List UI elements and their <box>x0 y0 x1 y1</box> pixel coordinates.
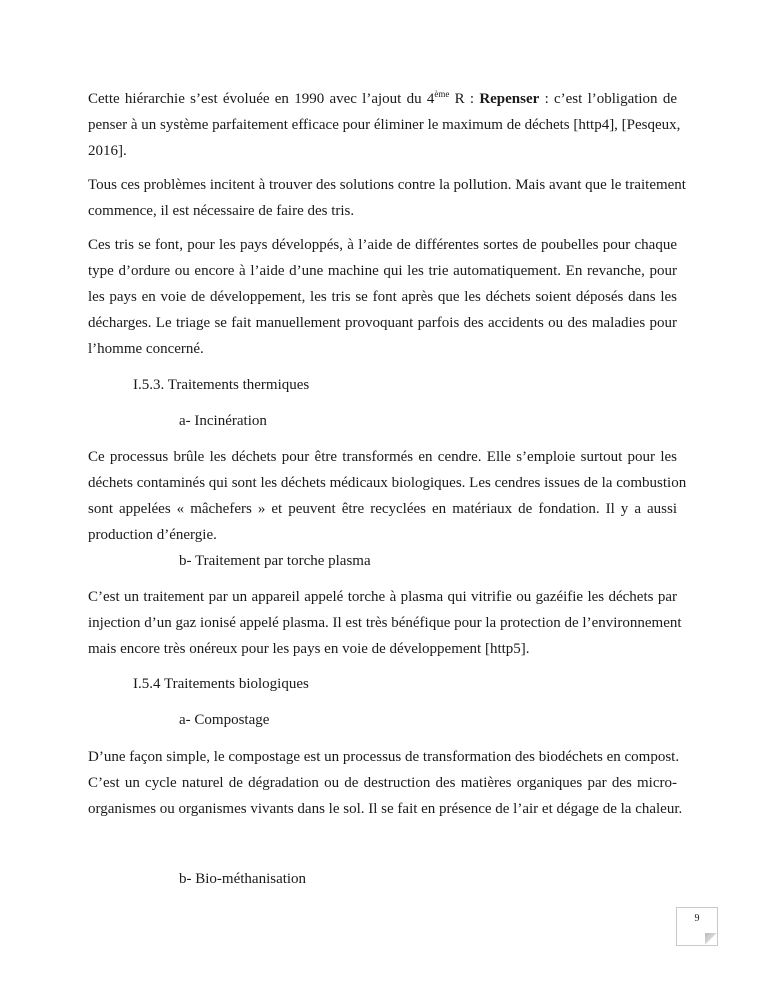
page-number-box <box>676 907 718 946</box>
paragraph-line: mais encore très onéreux pour les pays en voie de développement [http5]. <box>88 641 530 657</box>
paragraph-line: déchets contaminés qui sont les déchets médicaux biologiques. Les cendres issues de la combustion <box>88 475 687 491</box>
paragraph-line: l’homme concerné. <box>88 341 204 357</box>
paragraph-line: 2016]. <box>88 143 127 159</box>
paragraph-line: type d’ordure ou encore à l’aide d’une machine qui les trie automatiquement. En revanche, pour <box>88 263 677 279</box>
paragraph-line: sont appelées « mâchefers » et peuvent être recyclées en matériaux de fondation. Il y a aussi <box>88 501 677 517</box>
paragraph-line: commence, il est nécessaire de faire des tris. <box>88 203 355 219</box>
paragraph-line: les pays en voie de développement, les tris se font après que les déchets soient déposés dans les <box>88 289 677 305</box>
paragraph-line: décharges. Le triage se fait manuellement provoquant parfois des accidents ou des maladies pour <box>88 315 677 331</box>
paragraph-line: organismes ou organismes vivants dans le sol. Il se fait en présence de l’air et dégage de la chaleur. <box>88 801 683 817</box>
paragraph-line: production d’énergie. <box>88 527 217 543</box>
paragraph-line: Cette hiérarchie s’est évoluée en 1990 avec l’ajout du 4ème R : Repenser : c’est l’obligation de <box>88 89 677 107</box>
paragraph-sorting <box>88 232 677 362</box>
paragraph-line: Ces tris se font, pour les pays développés, à l’aide de différentes sortes de poubelles pour chaque <box>88 237 677 253</box>
page-number: 9 <box>694 913 700 924</box>
paragraph-line: C’est un cycle naturel de dégradation ou de destruction des matières organiques par des micro- <box>88 775 677 791</box>
paragraph-plasma <box>88 584 682 662</box>
paragraph-line: Tous ces problèmes incitent à trouver des solutions contre la pollution. Mais avant que le traitement <box>88 177 686 193</box>
paragraph-line: C’est un traitement par un appareil appelé torche à plasma qui vitrifie ou gazéifie les déchets par <box>88 589 677 605</box>
subsection-heading-methanisation: b- Bio-méthanisation <box>179 871 307 887</box>
paragraph-line: D’une façon simple, le compostage est un processus de transformation des biodéchets en compost. <box>88 749 680 765</box>
subsection-heading-plasma: b- Traitement par torche plasma <box>179 553 371 569</box>
page-curl-icon <box>705 933 717 945</box>
paragraph-pollution <box>88 172 686 224</box>
paragraph-line: penser à un système parfaitement efficace pour éliminer le maximum de déchets [http4], [Pesqeux, <box>88 117 681 133</box>
section-heading-thermal: I.5.3. Traitements thermiques <box>133 377 310 393</box>
subsection-heading-compost: a- Compostage <box>179 712 270 728</box>
paragraph-line: Ce processus brûle les déchets pour être transformés en cendre. Elle s’emploie surtout pour les <box>88 449 677 465</box>
subsection-heading-incineration: a- Incinération <box>179 413 267 429</box>
paragraph-line: injection d’un gaz ionisé appelé plasma. Il est très bénéfique pour la protection de l’environnement <box>88 615 682 631</box>
bold-term: Repenser <box>479 91 540 107</box>
paragraph-hierarchy <box>88 86 681 164</box>
section-heading-biological: I.5.4 Traitements biologiques <box>133 676 309 692</box>
paragraph-incineration <box>88 444 687 548</box>
paragraph-compost <box>88 744 683 822</box>
